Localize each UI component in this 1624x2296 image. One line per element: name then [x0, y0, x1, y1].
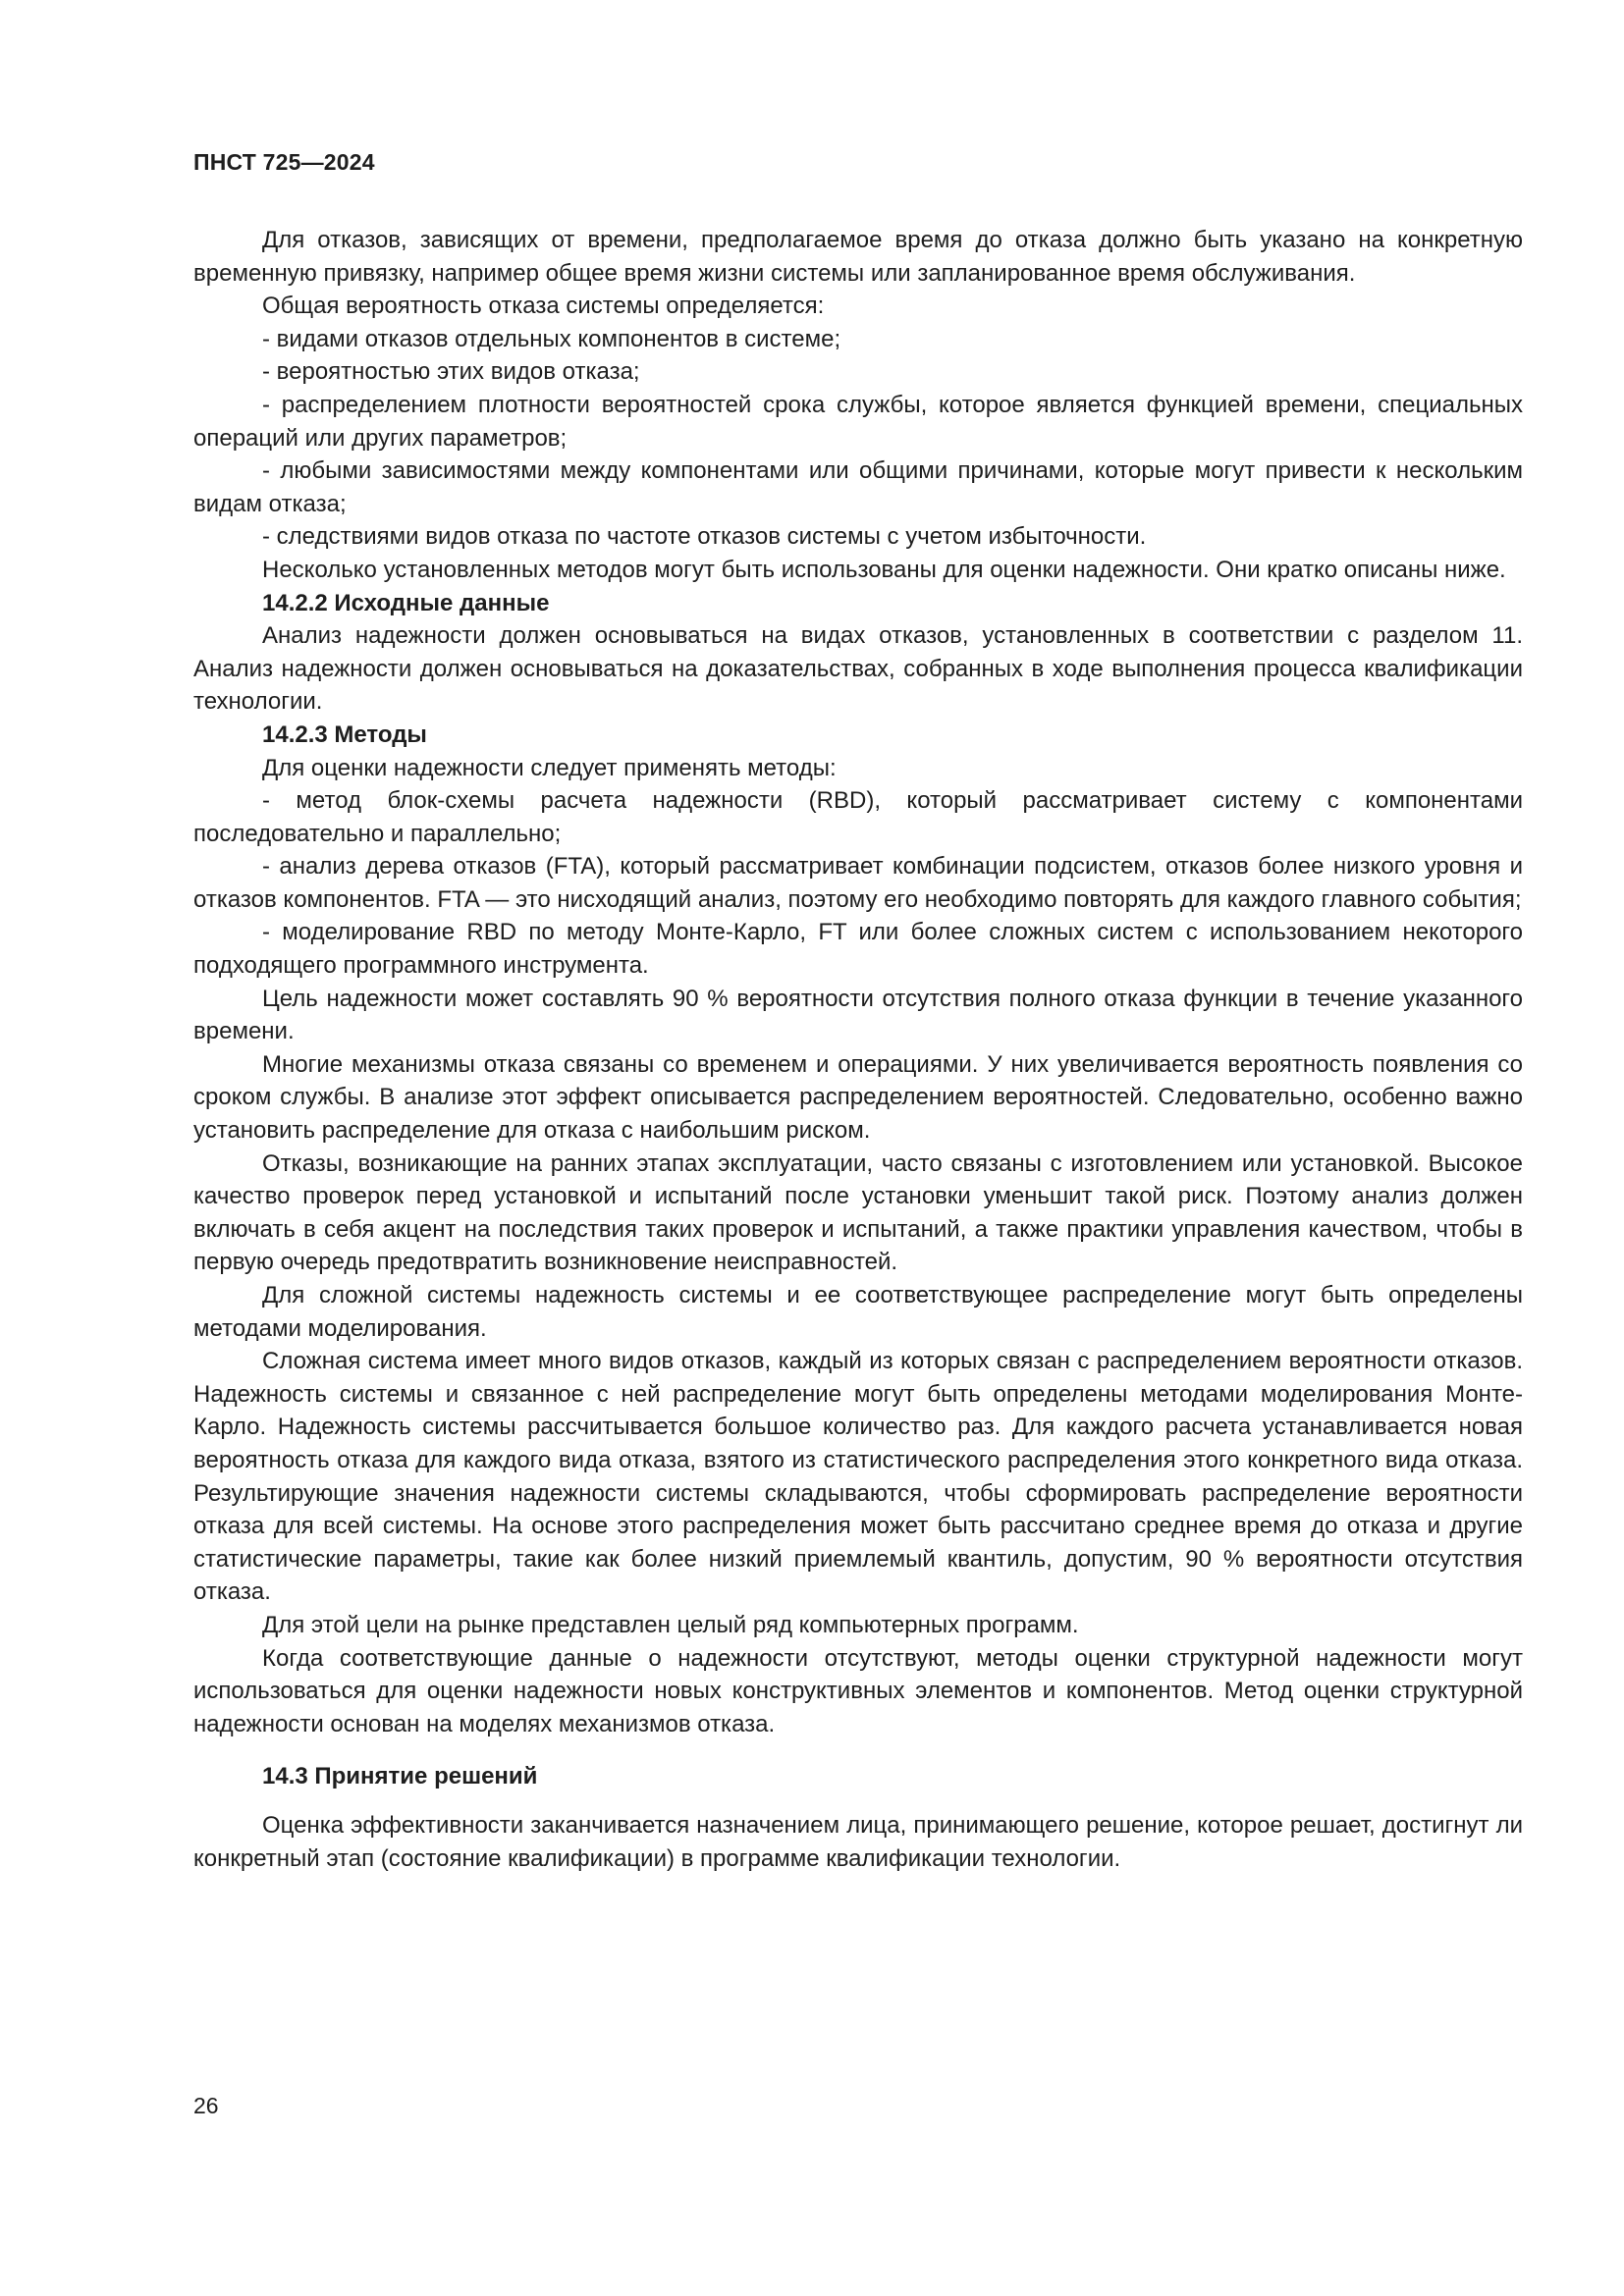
list-item: - моделирование RBD по методу Монте-Карло, FT или более сложных систем с использованием некоторого подходящего программного инструмента.	[193, 919, 1523, 980]
paragraph: Цель надежности может составлять 90 % вероятности отсутствия полного отказа функции в течение указанного времени.	[193, 985, 1523, 1045]
document-id-header: ПНСТ 725—2024	[193, 149, 375, 175]
list-item: - следствиями видов отказа по частоте отказов системы с учетом избыточности.	[262, 523, 1147, 551]
list-item: - видами отказов отдельных компонентов в системе;	[262, 325, 841, 352]
paragraph: Оценка эффективности заканчивается назначением лица, принимающего решение, которое решает, достигнут ли конкретный этап (состояние квалификации) в программе квалификации технологии.	[193, 1811, 1523, 1872]
paragraph: Общая вероятность отказа системы определяется:	[262, 293, 825, 320]
list-item: - распределением плотности вероятностей срока службы, которое является функцией времени, специальных операций или других параметров;	[193, 391, 1523, 452]
paragraph: Сложная система имеет много видов отказов, каждый из которых связан с распределением вероятности отказов. Надежность системы и связанное с ней распределение могут быть определены методами моделирования Монте-Карло. Надежность системы рассчитывается большое количество раз. Для каждого расчета устанавливается новая вероятность отказа для каждого вида отказа, взятого из статистического распределения этого конкретного вида отказа. Результирующие значения надежности системы складываются, чтобы сформировать распределение вероятности отказа для всей системы. На основе этого распределения может быть рассчитано среднее время до отказа и другие статистические параметры, такие как более низкий приемлемый квантиль, допустим, 90 % вероятности отсутствия отказа.	[193, 1348, 1523, 1606]
list-item: - метод блок-схемы расчета надежности (RBD), который рассматривает систему с компонентами последовательно и параллельно;	[193, 787, 1523, 847]
paragraph: Для этой цели на рынке представлен целый ряд компьютерных программ.	[262, 1611, 1079, 1638]
page-number: 26	[193, 2093, 219, 2118]
paragraph: Когда соответствующие данные о надежности отсутствуют, методы оценки структурной надежности могут использоваться для оценки надежности новых конструктивных элементов и компонентов. Метод оценки структурной надежности основан на моделях механизмов отказа.	[193, 1644, 1523, 1737]
paragraph: Несколько установленных методов могут быть использованы для оценки надежности. Они кратко описаны ниже.	[262, 556, 1506, 583]
paragraph: Анализ надежности должен основываться на видах отказов, установленных в соответствии с разделом 11. Анализ надежности должен основываться на доказательствах, собранных в ходе выполнения процесса квалификации технологии.	[193, 622, 1523, 716]
paragraph: Для отказов, зависящих от времени, предполагаемое время до отказа должно быть указано на конкретную временную привязку, например общее время жизни системы или запланированное время обслуживания.	[193, 227, 1523, 287]
page-body	[193, 224, 1523, 1875]
paragraph: Для сложной системы надежность системы и ее соответствующее распределение могут быть определены методами моделирования.	[193, 1282, 1523, 1342]
list-item: - анализ дерева отказов (FTA), который рассматривает комбинации подсистем, отказов более низкого уровня и отказов компонентов. FTA — это нисходящий анализ, поэтому его необходимо повторять для каждого главного события;	[193, 853, 1523, 913]
paragraph: Многие механизмы отказа связаны со временем и операциями. У них увеличивается вероятность появления со сроком службы. В анализе этот эффект описывается распределением вероятностей. Следовательно, особенно важно установить распределение для отказа с наибольшим риском.	[193, 1050, 1523, 1145]
paragraph: Отказы, возникающие на ранних этапах эксплуатации, часто связаны с изготовлением или установкой. Высокое качество проверок перед установкой и испытаний после установки уменьшит такой риск. Поэтому анализ должен включать в себя акцент на последствия таких проверок и испытаний, а также практики управления качеством, чтобы в первую очередь предотвратить возникновение неисправностей.	[193, 1149, 1523, 1276]
list-item: - любыми зависимостями между компонентами или общими причинами, которые могут привести к нескольким видам отказа;	[193, 457, 1523, 517]
subsection-heading-14-2-2: 14.2.2 Исходные данные	[262, 589, 550, 616]
subsection-heading-14-2-3: 14.2.3 Методы	[262, 721, 427, 748]
list-item: - вероятностью этих видов отказа;	[262, 358, 640, 386]
section-heading-14-3: 14.3 Принятие решений	[262, 1763, 538, 1790]
paragraph: Для оценки надежности следует применять методы:	[262, 754, 837, 781]
